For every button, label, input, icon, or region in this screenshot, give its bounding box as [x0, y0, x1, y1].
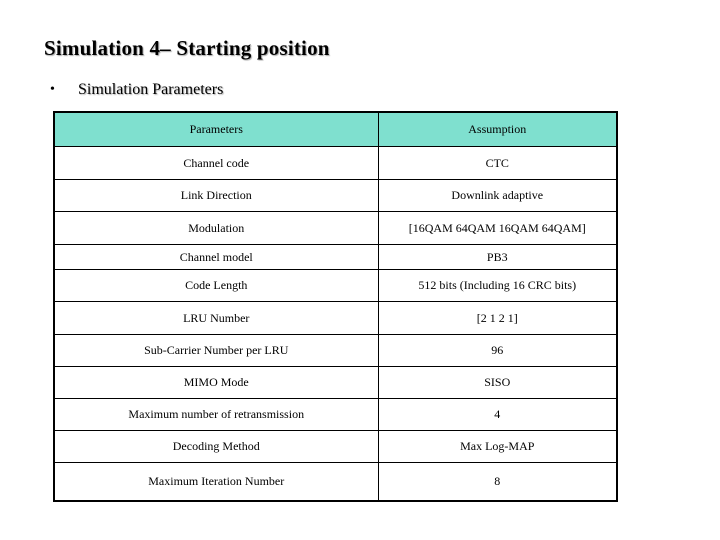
row-parameter: Link Direction	[54, 180, 378, 212]
row-assumption: Max Log-MAP	[378, 431, 617, 463]
table-row	[54, 147, 617, 180]
table-row	[54, 399, 617, 431]
row-assumption: 4	[378, 399, 617, 431]
row-assumption: [16QAM 64QAM 16QAM 64QAM]	[378, 212, 617, 245]
row-assumption: [2 1 2 1]	[378, 302, 617, 335]
table-row	[54, 245, 617, 270]
bullet-text: Simulation Parameters	[78, 81, 224, 98]
row-parameter: Decoding Method	[54, 431, 378, 463]
row-parameter: Modulation	[54, 212, 378, 245]
row-parameter: Sub-Carrier Number per LRU	[54, 335, 378, 367]
table-header-row	[54, 112, 617, 147]
table-row	[54, 212, 617, 245]
row-parameter: MIMO Mode	[54, 367, 378, 399]
slide-title: Simulation 4– Starting position	[44, 36, 330, 60]
row-parameter: LRU Number	[54, 302, 378, 335]
table-row	[54, 463, 617, 501]
table-row	[54, 367, 617, 399]
bullet-marker: •	[50, 82, 55, 97]
row-assumption: Downlink adaptive	[378, 180, 617, 212]
row-assumption: PB3	[378, 245, 617, 270]
table-row	[54, 270, 617, 302]
row-assumption: 96	[378, 335, 617, 367]
row-assumption: CTC	[378, 147, 617, 180]
parameters-table	[53, 111, 618, 502]
table-row	[54, 431, 617, 463]
table-row	[54, 335, 617, 367]
row-parameter: Channel code	[54, 147, 378, 180]
row-parameter: Maximum Iteration Number	[54, 463, 378, 501]
table-row	[54, 180, 617, 212]
row-parameter: Code Length	[54, 270, 378, 302]
row-assumption: 512 bits (Including 16 CRC bits)	[378, 270, 617, 302]
row-assumption: SISO	[378, 367, 617, 399]
header-parameters: Parameters	[54, 112, 378, 147]
row-parameter: Maximum number of retransmission	[54, 399, 378, 431]
row-assumption: 8	[378, 463, 617, 501]
table-row	[54, 302, 617, 335]
header-assumption: Assumption	[378, 112, 617, 147]
row-parameter: Channel model	[54, 245, 378, 270]
